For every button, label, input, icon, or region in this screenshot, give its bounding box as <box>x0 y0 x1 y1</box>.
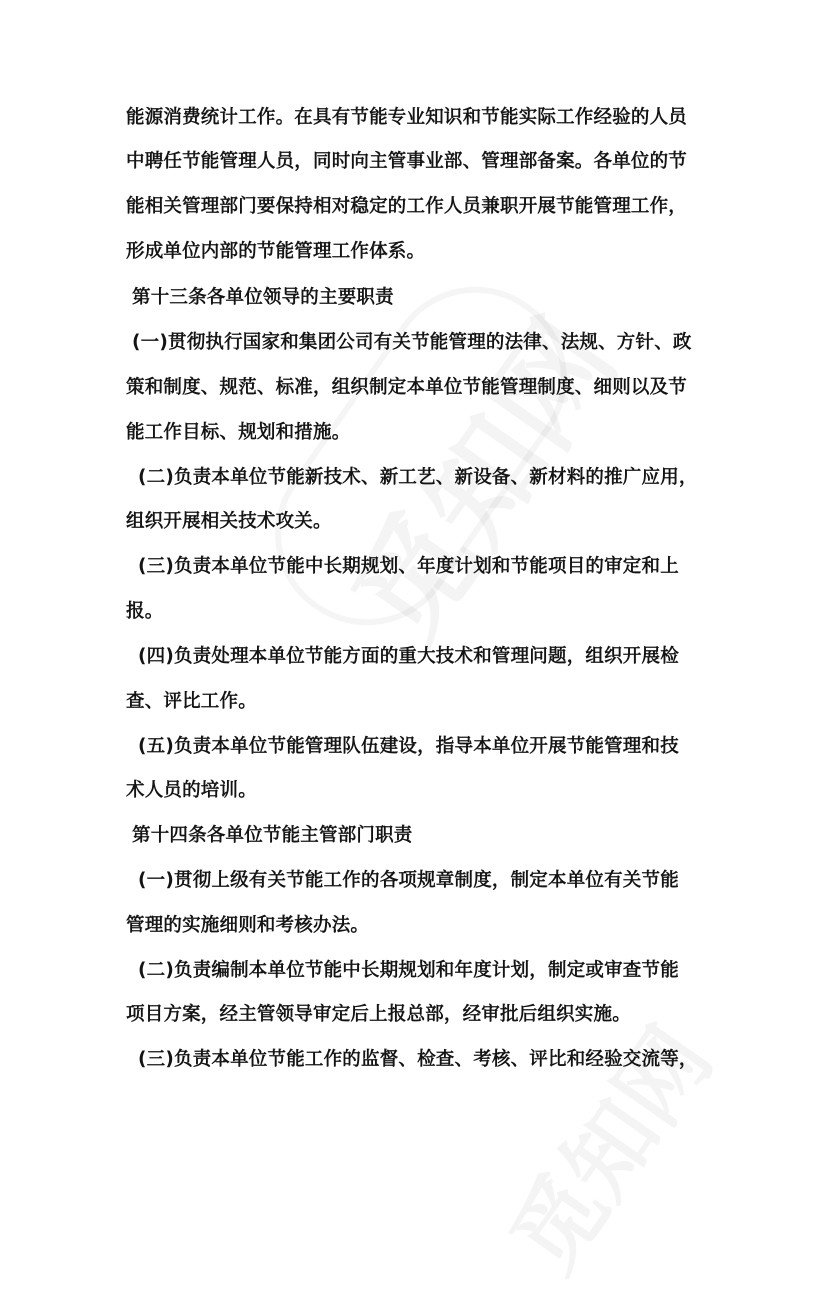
body-line: 术人员的培训。 <box>126 780 257 801</box>
body-line: (一)贯彻执行国家和集团公司有关节能管理的法律、法规、方针、政 <box>132 332 692 353</box>
body-line: (五)负责本单位节能管理队伍建设，指导本单位开展节能管理和技 <box>138 736 679 757</box>
body-line: (二)负责本单位节能新技术、新工艺、新设备、新材料的推广应用， <box>138 467 698 488</box>
body-line: 项目方案，经主管领导审定后上报总部，经审批后组织实施。 <box>126 1004 631 1025</box>
body-line: 策和制度、规范、标准，组织制定本单位节能管理制度、细则以及节 <box>126 377 688 398</box>
body-line: 中聘任节能管理人员，同时向主管事业部、管理部备案。各单位的节 <box>126 151 688 172</box>
body-line: 能源消费统计工作。在具有节能专业知识和节能实际工作经验的人员 <box>126 107 688 128</box>
body-line: (四)负责处理本单位节能方面的重大技术和管理问题，组织开展检 <box>138 646 679 667</box>
body-line: 管理的实施细则和考核办法。 <box>126 915 370 936</box>
body-line: 报。 <box>126 601 164 622</box>
body-line: (一)贯彻上级有关节能工作的各项规章制度，制定本单位有关节能 <box>138 870 679 891</box>
body-line: 查、评比工作。 <box>126 691 257 712</box>
body-line: (三)负责本单位节能中长期规划、年度计划和节能项目的审定和上 <box>138 556 679 577</box>
watermark-bottom <box>474 997 735 1293</box>
body-line: 组织开展相关技术攻关。 <box>126 511 332 532</box>
body-line: 形成单位内部的节能管理工作体系。 <box>126 241 426 262</box>
section-heading-14: 第十四条各单位节能主管部门职责 <box>132 825 413 846</box>
watermark-ring <box>240 251 602 660</box>
body-line: 能工作目标、规划和措施。 <box>126 422 351 443</box>
body-line: (三)负责本单位节能工作的监督、检查、考核、评比和经验交流等， <box>138 1049 698 1070</box>
body-line: (二)负责编制本单位节能中长期规划和年度计划，制定或审查节能 <box>138 960 679 981</box>
body-line: 能相关管理部门要保持相对稳定的工作人员兼职开展节能管理工作， <box>126 196 688 217</box>
section-heading-13: 第十三条各单位领导的主要职责 <box>132 287 394 308</box>
